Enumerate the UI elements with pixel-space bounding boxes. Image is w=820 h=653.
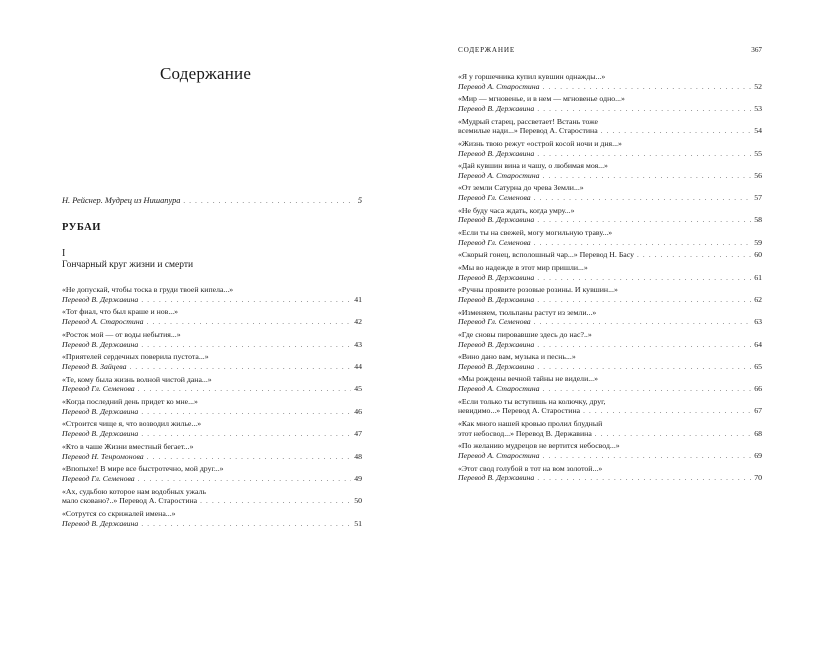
entry-translator: Перевод Гл. Семенова [458,237,531,247]
entry-page: 51 [354,518,362,528]
toc-entry [458,117,762,137]
page-number: 367 [751,46,762,54]
toc-entry [458,206,762,226]
entry-first-line: «Приятелей сердечных поверила пустота...» [62,352,209,362]
entry-page: 67 [754,406,762,416]
entry-page: 44 [354,361,362,371]
toc-entry [458,330,762,350]
toc-entry [458,263,762,283]
entry-translator: мало сковано?..» Перевод А. Старостина [62,496,198,506]
entry-page: 58 [754,215,762,225]
entry-first-line: «Впопыхе! В мире все быстротечно, мой друг...» [62,464,224,474]
entry-first-line: «Если только ты вступишь на колючку, друг, [458,396,606,406]
intro-text: Н. Рейснер. Мудрец из Нишапура [62,196,181,205]
entry-translator: Перевод В. Державина [62,518,139,528]
entry-translator: Перевод В. Державина [62,294,139,304]
entry-translator: Перевод В. Державина [458,148,535,158]
entry-page: 49 [354,473,362,483]
part-number: I [62,248,66,259]
entry-page: 60 [754,250,762,260]
toc-entry [458,161,762,181]
toc-entry [458,72,762,92]
entry-translator: этот небосвод...» Перевод В. Державина [458,428,592,438]
entry-page: 46 [354,406,362,416]
toc-entry [62,330,362,350]
toc-entry [458,374,762,394]
entry-page: 56 [754,170,762,180]
entry-first-line: «Мы рождены вечной тайны не видели...» [458,374,598,384]
entry-page: 64 [754,339,762,349]
page-title: Содержание [160,64,252,83]
entry-first-line: «Не допускай, чтобы тоска в груди твоей кипела...» [62,285,234,294]
toc-entry [458,352,762,372]
entry-first-line: «Вино дано вам, музыка и песнь...» [458,352,576,362]
entry-page: 57 [754,193,762,203]
entry-translator: Перевод В. Державина [458,215,535,225]
entry-first-line: «Тот фиал, что был краше и нов...» [62,307,179,317]
entry-translator: Перевод Н. Тенромонова [62,451,144,461]
entry-translator: Перевод В. Державина [458,339,535,349]
entry-first-line: «Мудрый старец, рассветает! Встань тоже [458,116,598,126]
toc-entry [62,375,362,395]
entry-first-line: «Когда последний день придет ко мне...» [62,397,198,407]
toc-list-left [62,285,362,529]
entry-page: 48 [354,451,362,461]
entry-translator: невидимо...» Перевод А. Старостина [458,406,581,416]
entry-first-line: «Ах, судьбою которое нам водобных ужаль [62,486,207,496]
entry-page: 69 [754,451,762,461]
toc-entry [458,308,762,328]
entry-page: 43 [354,339,362,349]
toc-entry [62,397,362,417]
entry-translator: Перевод В. Зайцева [62,361,127,371]
entry-page: 61 [754,272,762,282]
entry-translator: Перевод В. Державина [458,473,535,483]
entry-first-line: «Не буду часа ждать, когда умру...» [458,205,575,215]
entry-first-line: «От земли Сатурна до чрева Земли...» [458,183,584,193]
toc-entry [62,487,362,507]
entry-first-line: «Жизнь твою режут «острой косой ночи и дня...» [458,138,622,148]
entry-page: 54 [754,126,762,136]
entry-page: 68 [754,428,762,438]
entry-first-line: «Как много нашей кровью пролил блудный [458,419,603,429]
entry-page: 50 [354,496,362,506]
entry-translator: Перевод А. Старостина [458,384,540,394]
entry-first-line: «Этот свод голубой в тот на вом золотой...» [458,463,603,473]
entry-first-line: «Дай кувшин вина и чашу, о любимая моя...» [458,161,608,171]
entry-page: 63 [754,317,762,327]
entry-page: 52 [754,81,762,91]
toc-list-right [458,72,762,484]
toc-entry [62,442,362,462]
toc-entry [62,464,362,484]
entry-translator: Перевод А. Старостина [458,81,540,91]
entry-first-line: «Росток мой — от воды небытия...» [62,329,181,339]
entry-first-line: «Мир — мгновенье, и в нем — мгновенье одно...» [458,94,625,104]
entry-translator: Перевод Гл. Семенова [458,317,531,327]
entry-page: 55 [754,148,762,158]
running-header [458,46,762,54]
entry-page: 70 [754,473,762,483]
toc-entry [62,352,362,372]
toc-entry [458,250,762,261]
entry-translator: всемилые нади...» Перевод А. Старостина [458,126,598,136]
toc-entry [62,307,362,327]
toc-entry [62,509,362,529]
entry-translator: Перевод В. Державина [62,339,139,349]
entry-page: 65 [754,361,762,371]
entry-translator: Перевод В. Державина [62,406,139,416]
entry-first-line: «Где сновы пировавшие здесь до нас?..» [458,329,592,339]
entry-translator: Перевод Гл. Семенова [62,384,135,394]
entry-first-line: «Если ты на свежей, могу могильную траву...» [458,228,613,238]
entry-translator: Перевод А. Старостина [458,170,540,180]
entry-page: 59 [754,237,762,247]
running-head-title: СОДЕРЖАНИЕ [458,46,516,54]
toc-entry [62,419,362,439]
toc-entry [458,139,762,159]
entry-translator: Перевод Гл. Семенова [458,193,531,203]
toc-entry [458,464,762,484]
toc-entry [458,419,762,439]
entry-page: 66 [754,384,762,394]
entry-first-line: «Я у горшечника купил кувшин однажды...» [458,72,606,81]
entry-translator: Перевод В. Державина [458,361,535,371]
section-heading: РУБАИ [62,222,101,233]
entry-page: 62 [754,294,762,304]
entry-page: 42 [354,317,362,327]
right-page [410,0,820,653]
entry-page: 47 [354,429,362,439]
toc-entry [458,183,762,203]
entry-first-line: «Строится чище я, что возводил жилье...» [62,419,202,429]
entry-translator: Перевод А. Старостина [62,317,144,327]
part-title: Гончарный круг жизни и смерти [62,260,194,270]
entry-translator: Перевод В. Державина [458,104,535,113]
toc-entry [458,94,762,114]
entry-translator: Перевод В. Державина [458,272,535,282]
intro-entry [62,196,362,205]
entry-first-line: «Ручны проявите розовые розины. И кувшин...» [458,285,618,295]
toc-entry [458,228,762,248]
entry-translator: Перевод В. Державина [62,429,139,439]
entry-translator: Перевод А. Старостина [458,451,540,461]
entry-translator: Перевод Гл. Семенова [62,473,135,483]
entry-page: 41 [354,294,362,304]
intro-page: 5 [357,196,362,205]
entry-first-line: «По желанию мудрецов не вертится небосвод...» [458,441,620,451]
toc-entry [458,397,762,417]
entry-first-line: «Кто в чаше Жизни вместный бегает...» [62,441,194,451]
entry-first-line: «Мы во надежде в этот мир пришли...» [458,262,588,272]
entry-first-line: «Скорый гонец, всполошный чар...» Перевод Н. Басу [458,250,635,260]
toc-entry [458,441,762,461]
entry-translator: Перевод В. Державина [458,294,535,304]
entry-first-line: «Изменяем, тюльпаны растут из земли...» [458,307,597,317]
toc-entry [62,285,362,305]
entry-first-line: «Те, кому была жизнь волной чистой дана...» [62,374,212,384]
entry-page: 53 [754,104,762,113]
toc-entry [458,285,762,305]
entry-first-line: «Сотрутся со скрижалей имена...» [62,509,176,519]
entry-page: 45 [354,384,362,394]
